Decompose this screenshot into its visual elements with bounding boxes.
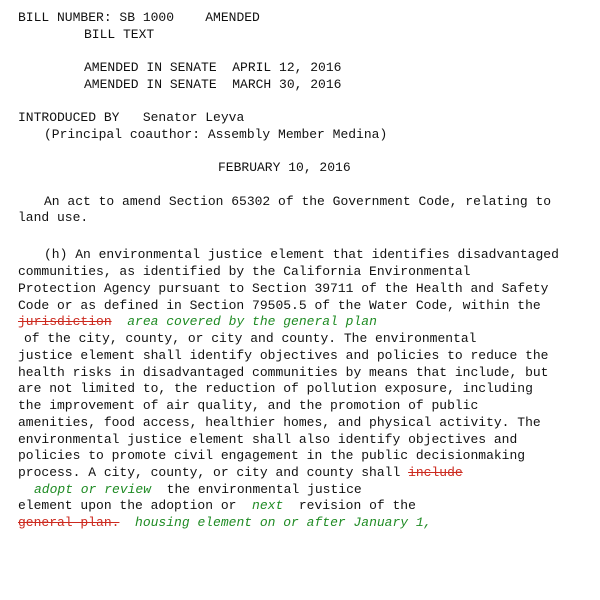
shall-text: process. A city, county, or city and county shall: [18, 465, 401, 480]
section-h-line-7: justice element shall identify objectives and policies to reduce the: [18, 348, 549, 363]
amendment-line-2: [34, 482, 362, 498]
introduced-author: Senator Leyva: [142, 110, 245, 125]
act-line-2: land use.: [18, 210, 89, 225]
coauthor-line: (Principal coauthor: Assembly Member Medina): [44, 127, 388, 142]
section-h-line-13: policies to promote civil engagement in the public decisionmaking: [18, 448, 526, 463]
section-h-line-2: communities, as identified by the California Environmental: [18, 264, 471, 279]
section-h-line-10: the improvement of air quality, and the promotion of public: [18, 398, 479, 413]
section-h-line-11: amenities, food access, healthier homes, and physical activity. The: [18, 415, 541, 430]
section-h-line-6: of the city, county, or city and county. The environmental: [24, 331, 477, 346]
deleted-text-include: include: [408, 465, 463, 480]
amendment-line-4: [18, 515, 431, 531]
amendment-line-1: [18, 314, 377, 330]
act-line-1: An act to amend Section 65302 of the Government Code, relating to: [44, 194, 552, 209]
amendment-line-3: [18, 498, 416, 514]
inserted-text-next: next: [252, 498, 284, 513]
bill-text-label: BILL TEXT: [84, 27, 155, 42]
section-h-line-8: health risks in disadvantaged communities by means that include, but: [18, 365, 549, 380]
bill-status: AMENDED: [205, 10, 260, 25]
deleted-text-general-plan: general plan.: [18, 515, 120, 530]
section-h-line-4: Code or as defined in Section 79505.5 of the Water Code, within the: [18, 298, 541, 313]
section-h-line-1: (h) An environmental justice element that identifies disadvantaged: [44, 247, 559, 262]
inserted-text-area: area covered by the general plan: [127, 314, 377, 329]
revision-text: revision of the: [298, 498, 416, 513]
inserted-text-adopt: adopt or review: [34, 482, 152, 497]
introduced-line: [18, 110, 244, 126]
amended-date-1: AMENDED IN SENATE APRIL 12, 2016: [84, 60, 342, 75]
section-h-line-14: [18, 465, 463, 481]
section-h-line-3: Protection Agency pursuant to Section 39711 of the Health and Safety: [18, 281, 549, 296]
bill-number-line: [18, 10, 260, 26]
bill-number: BILL NUMBER: SB 1000: [18, 10, 175, 25]
section-h-line-9: are not limited to, the reduction of pollution exposure, including: [18, 381, 533, 396]
introduced-label: INTRODUCED BY: [18, 110, 120, 125]
element-text: element upon the adoption or: [18, 498, 237, 513]
introduced-date: FEBRUARY 10, 2016: [218, 160, 351, 175]
section-h-line-12: environmental justice element shall also identify objectives and: [18, 432, 518, 447]
ej-text: the environmental justice: [166, 482, 362, 497]
amended-date-2: AMENDED IN SENATE MARCH 30, 2016: [84, 77, 342, 92]
deleted-text-jurisdiction: jurisdiction: [18, 314, 112, 329]
inserted-text-housing: housing element on or after January 1,: [135, 515, 432, 530]
